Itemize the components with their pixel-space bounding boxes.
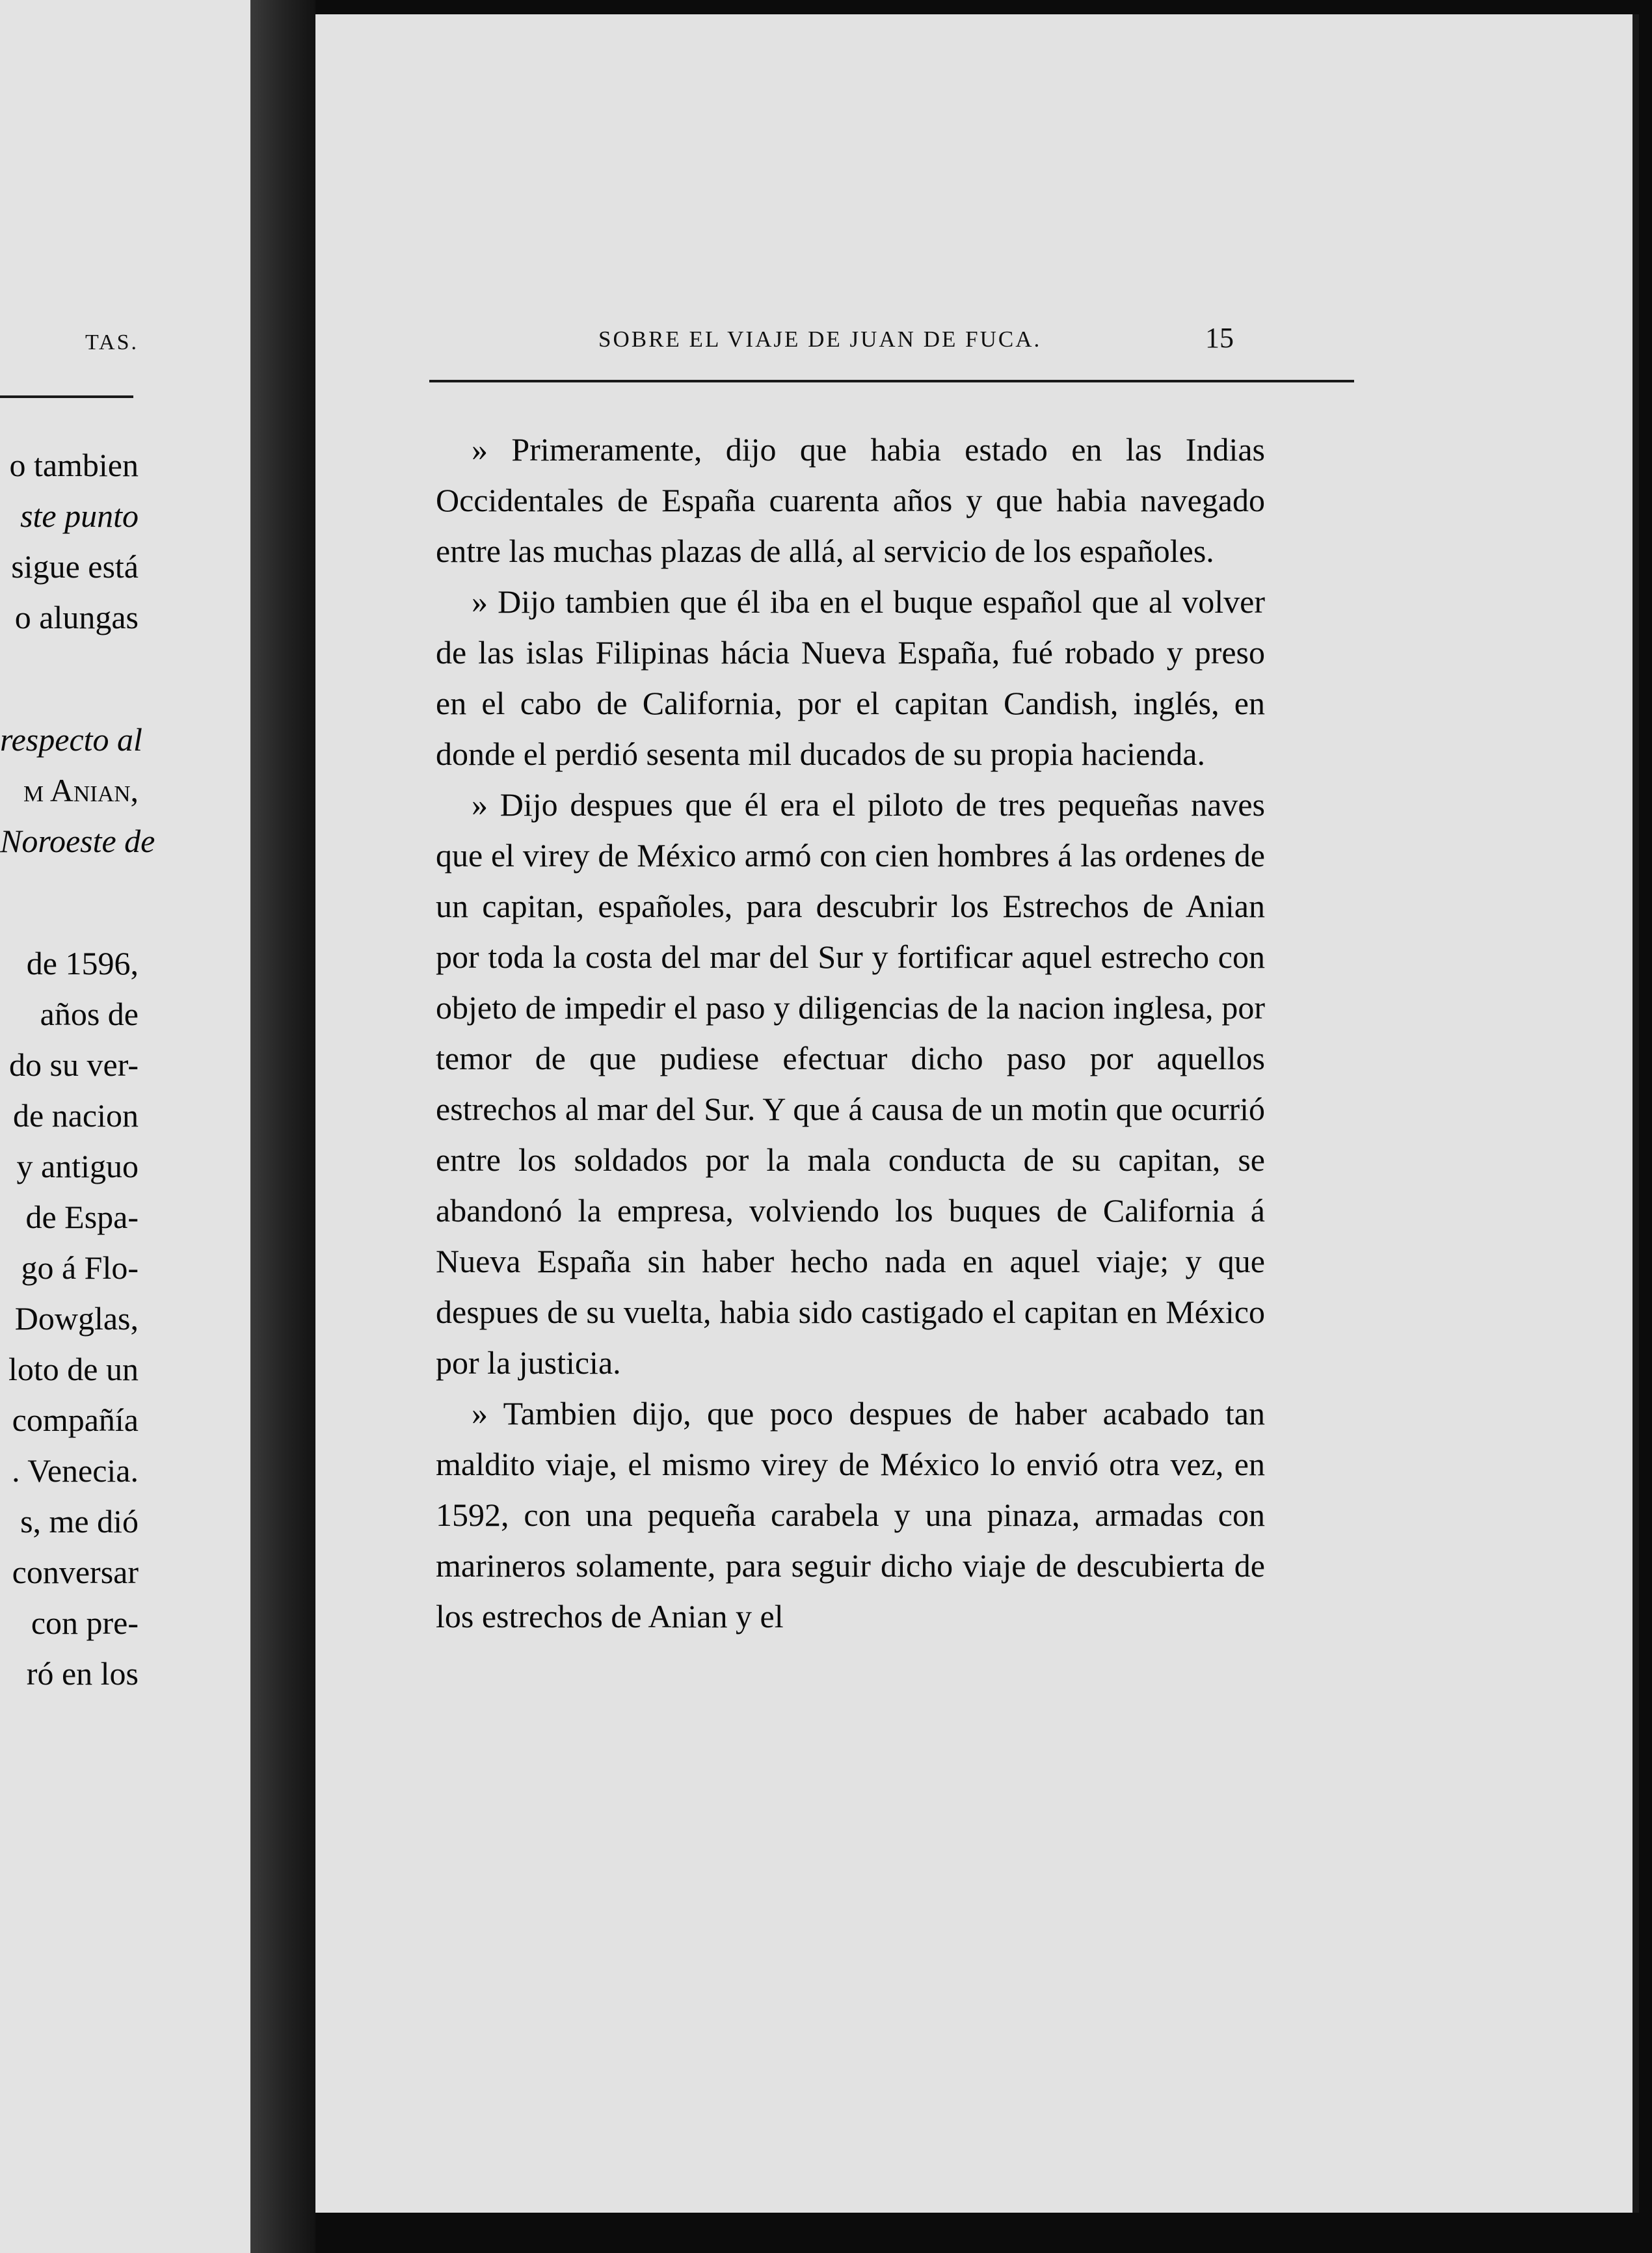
previous-page-rule <box>0 395 133 398</box>
text-line: go á Flo- <box>21 1249 139 1286</box>
page-number: 15 <box>1205 322 1234 354</box>
running-head: SOBRE EL VIAJE DE JUAN DE FUCA. <box>598 327 1042 352</box>
text-line: s, me dió <box>20 1503 139 1540</box>
text-line: ró en los <box>26 1655 139 1692</box>
text-gap <box>0 643 139 714</box>
text-line: de nacion <box>13 1097 139 1134</box>
text-line: o tambien <box>9 447 139 483</box>
paragraph: » Primeramente, dijo que habia estado en las Indias Occidentales de España cuarenta años y que habia navegado entre las muchas plazas de allá, al servicio de los españoles. <box>436 431 1265 569</box>
text-line: de Espa- <box>25 1199 139 1235</box>
paragraph: » Tambien dijo, que poco despues de haber acabado tan maldito viaje, el mismo virey de México lo envió otra vez, en 1592, con una pequeña carabela y una pinaza, armadas con marineros solamente, para seguir dicho viaje de descubierta de los estrechos de Anian y el <box>436 1395 1265 1634</box>
text-line: años de <box>40 996 139 1032</box>
text-line: y antiguo <box>16 1148 139 1184</box>
text-line: ste punto <box>20 498 139 534</box>
previous-page-text <box>0 440 155 1699</box>
text-line: conversar <box>12 1554 139 1590</box>
previous-page-running-head: TAS. <box>85 330 139 354</box>
header-rule <box>429 380 1354 382</box>
text-line: respecto al <box>0 721 142 758</box>
text-line: de 1596, <box>26 945 139 981</box>
text-gap <box>0 866 139 938</box>
paragraph: » Dijo tambien que él iba en el buque español que al volver de las islas Filipinas hácia Nueva España, fué robado y preso en el cabo de California, por el capitan Candish, inglés, en donde el perdió sesenta mil ducados de su propia hacienda. <box>436 583 1265 772</box>
page-body <box>436 424 1265 1642</box>
text-line: Dowglas, <box>14 1300 139 1337</box>
text-line: . Venecia. <box>12 1452 139 1489</box>
previous-page <box>0 0 250 2253</box>
current-page <box>315 14 1639 2213</box>
text-line: o alungas <box>14 599 139 635</box>
text-line: Noroeste de <box>0 823 155 859</box>
text-line: loto de un <box>8 1351 139 1387</box>
text-line: m Anian, <box>23 772 139 808</box>
text-line: compañía <box>12 1402 139 1438</box>
text-line: do su ver- <box>9 1047 139 1083</box>
paragraph: » Dijo despues que él era el piloto de tres pequeñas naves que el virey de México armó con cien hombres á las ordenes de un capitan, españoles, para descubrir los Estrechos de Anian por toda la costa del mar del Sur y fortificar aquel estrecho con objeto de impedir el paso y diligencias de la nacion inglesa, por temor de que pudiese efectuar dicho paso por aquellos estrechos al mar del Sur. Y que á causa de un motin que ocurrió entre los soldados por la mala conducta de su capitan, se abandonó la empresa, volviendo los buques de California á Nueva España sin haber hecho nada en aquel viaje; y que despues de su vuelta, habia sido castigado el capitan en México por la justicia. <box>436 786 1265 1381</box>
text-line: con pre- <box>31 1605 139 1641</box>
book-gutter <box>250 0 315 2253</box>
text-line: sigue está <box>11 548 139 585</box>
